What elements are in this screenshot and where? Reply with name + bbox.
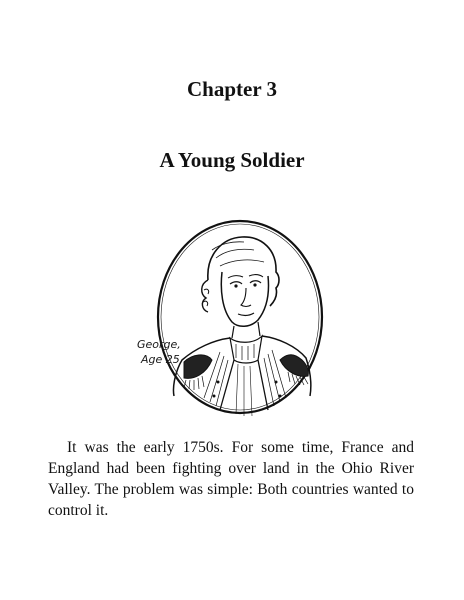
portrait-drawing — [140, 210, 340, 425]
portrait-caption — [137, 337, 189, 367]
portrait-illustration — [140, 210, 340, 425]
body-paragraph: It was the early 1750s. For some time, France and England had been fighting over land in the Ohio River Valley. The problem was simple: Both countries wanted to control it. — [48, 439, 414, 519]
chapter-number: Chapter 3 — [186, 77, 278, 101]
caption-name: George, — [137, 338, 181, 351]
caption-age: Age 25 — [141, 353, 180, 366]
chapter-title: A Young Soldier — [159, 148, 305, 172]
